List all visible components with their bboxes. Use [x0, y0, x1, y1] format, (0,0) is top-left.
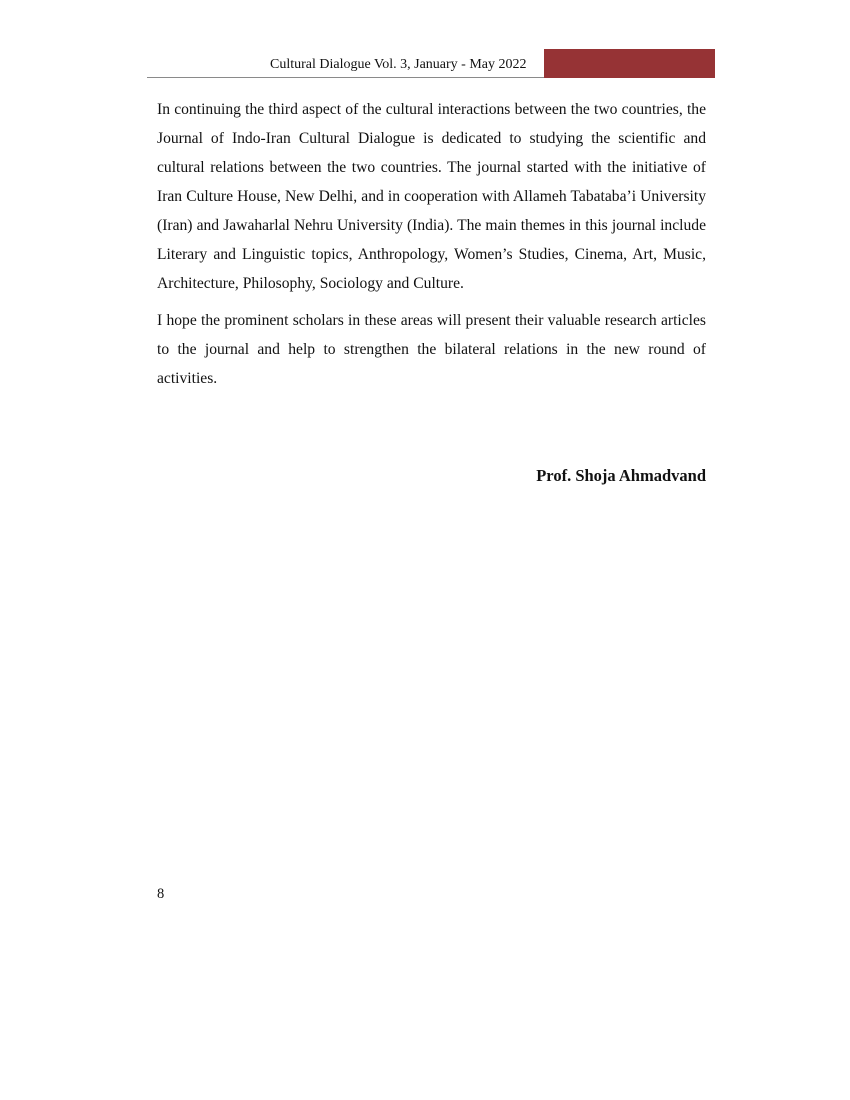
author-signature: Prof. Shoja Ahmadvand	[536, 466, 706, 485]
article-body	[157, 95, 706, 401]
running-header: Cultural Dialogue Vol. 3, January - May 2022	[270, 57, 527, 72]
body-paragraph: I hope the prominent scholars in these areas will present their valuable research articles to the journal and help to strengthen the bilateral relations in the new round of activities.	[157, 312, 706, 387]
page-number: 8	[157, 886, 165, 902]
body-paragraph: In continuing the third aspect of the cultural interactions between the two countries, the Journal of Indo-Iran Cultural Dialogue is dedicated to studying the scientific and cultural relations between the two countries. The journal started with the initiative of Iran Culture House, New Delhi, and in cooperation with Allameh Tabataba’i University (Iran) and Jawaharlal Nehru University (India). The main themes in this journal include Literary and Linguistic topics, Anthropology, Women’s Studies, Cinema, Art, Music, Architecture, Philosophy, Sociology and Culture.	[157, 101, 706, 292]
header-rule	[147, 77, 544, 78]
header-accent-bar	[544, 49, 715, 78]
